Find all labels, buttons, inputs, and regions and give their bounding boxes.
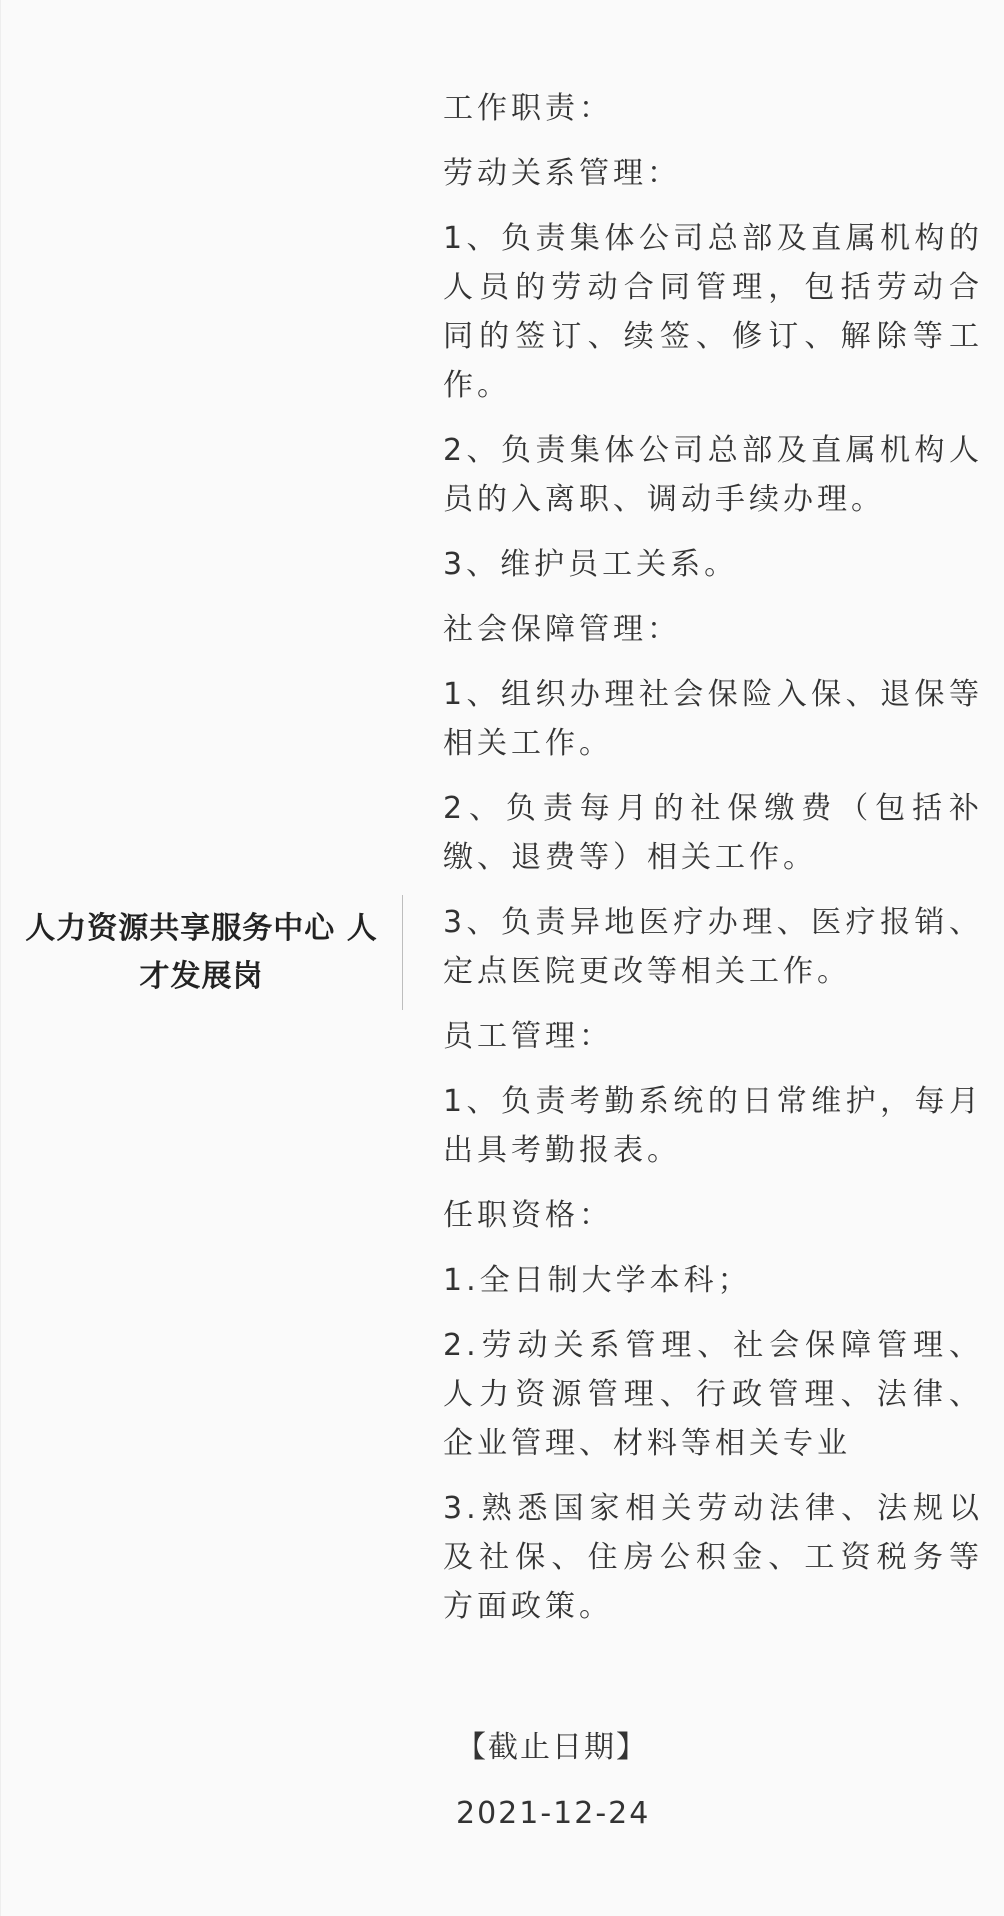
duty-item: 2、负责每月的社保缴费（包括补缴、退费等）相关工作。 bbox=[443, 791, 983, 875]
deadline-date: 2021-12-24 bbox=[456, 1796, 651, 1831]
duty-item: 1、负责考勤系统的日常维护，每月出具考勤报表。 bbox=[443, 1084, 983, 1168]
duty-item: 2、负责集体公司总部及直属机构人员的入离职、调动手续办理。 bbox=[443, 433, 983, 517]
qualification-item: 3.熟悉国家相关劳动法律、法规以及社保、住房公积金、工资税务等方面政策。 bbox=[443, 1491, 983, 1624]
responsibilities-cell bbox=[443, 84, 983, 1647]
qualification-item: 1.全日制大学本科； bbox=[443, 1263, 752, 1298]
subsection-heading-employee-management: 员工管理： bbox=[443, 1019, 613, 1054]
deadline-label: 【截止日期】 bbox=[456, 1730, 648, 1765]
subsection-heading-labor-relations: 劳动关系管理： bbox=[443, 156, 681, 191]
section-heading-qualifications: 任职资格： bbox=[443, 1198, 613, 1233]
position-title: 人力资源共享服务中心 人才发展岗 bbox=[25, 910, 378, 994]
duty-item: 1、负责集体公司总部及直属机构的人员的劳动合同管理，包括劳动合同的签订、续签、修订、解除等工作。 bbox=[443, 221, 983, 403]
position-cell bbox=[1, 895, 403, 1010]
section-heading-duties: 工作职责： bbox=[443, 91, 613, 126]
subsection-heading-social-security: 社会保障管理： bbox=[443, 612, 681, 647]
duty-item: 1、组织办理社会保险入保、退保等相关工作。 bbox=[443, 677, 983, 761]
deadline-block bbox=[456, 1726, 650, 1836]
duty-item: 3、负责异地医疗办理、医疗报销、定点医院更改等相关工作。 bbox=[443, 905, 983, 989]
qualification-item: 2.劳动关系管理、社会保障管理、人力资源管理、行政管理、法律、企业管理、材料等相关专业 bbox=[443, 1328, 983, 1461]
duty-item: 3、维护员工关系。 bbox=[443, 547, 739, 582]
